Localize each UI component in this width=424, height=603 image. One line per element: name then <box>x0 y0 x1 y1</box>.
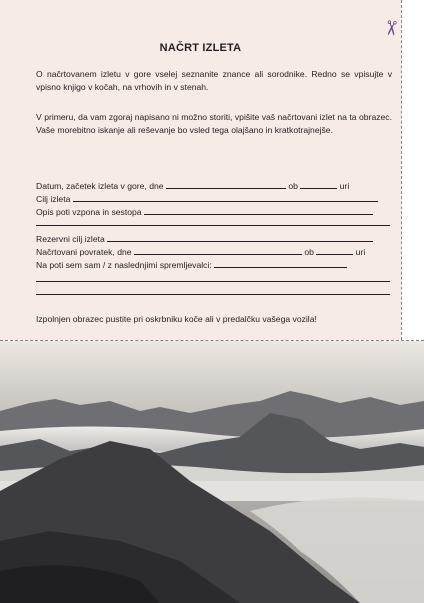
vertical-cut-line <box>401 0 402 340</box>
date-start-label: Datum, začetek izleta v gore, dne <box>36 181 164 191</box>
route-row <box>36 205 392 218</box>
companions-row <box>36 258 392 271</box>
return-ob-label: ob <box>304 247 314 257</box>
intro-paragraph-2: V primeru, da vam zgoraj napisano ni možno storiti, vpišite vaš načrtovani izlet na ta obrazec. Vaše morebitno iskanje ali reševanje bo vsled tega olajšano in kratkotrajnejše. <box>36 112 392 135</box>
backup-goal-field[interactable] <box>107 232 373 242</box>
return-uri-label: uri <box>355 247 366 257</box>
time-uri-label: uri <box>339 181 350 191</box>
companions-extra-line-1[interactable] <box>36 281 390 282</box>
backup-goal-label: Rezervni cilj izleta <box>36 234 105 244</box>
return-label: Načrtovani povratek, dne <box>36 247 132 257</box>
goal-row <box>36 192 392 205</box>
goal-label: Cilj izleta <box>36 194 71 204</box>
route-label: Opis poti vzpona in sestopa <box>36 207 142 217</box>
scissors-icon: ✂ <box>378 18 403 38</box>
companions-extra-line-2[interactable] <box>36 294 390 295</box>
footer-note: Izpolnjen obrazec pustite pri oskrbniku koče ali v predalčku vašega vozila! <box>36 314 317 324</box>
companions-field[interactable] <box>214 258 347 268</box>
mountain-photo <box>0 341 424 603</box>
return-row <box>36 245 392 258</box>
return-date-field[interactable] <box>134 245 302 255</box>
page-title: NAČRT IZLETA <box>159 42 242 54</box>
date-start-field[interactable] <box>166 179 286 189</box>
intro-paragraph-1: O načrtovanem izletu v gore vselej seznanite znance ali sorodnike. Redno se vpisujte v vpisno knjigo v kočah, na vrhovih in v stenah. <box>36 69 392 92</box>
route-field[interactable] <box>144 205 373 215</box>
time-start-field[interactable] <box>300 179 337 189</box>
route-extra-line[interactable] <box>36 225 390 226</box>
return-time-field[interactable] <box>316 245 353 255</box>
companions-label: Na poti sem sam / z naslednjimi spremljevalci: <box>36 260 212 270</box>
goal-field[interactable] <box>73 192 378 202</box>
time-ob-label: ob <box>288 181 298 191</box>
date-start-row <box>36 179 392 192</box>
backup-goal-row <box>36 232 392 245</box>
